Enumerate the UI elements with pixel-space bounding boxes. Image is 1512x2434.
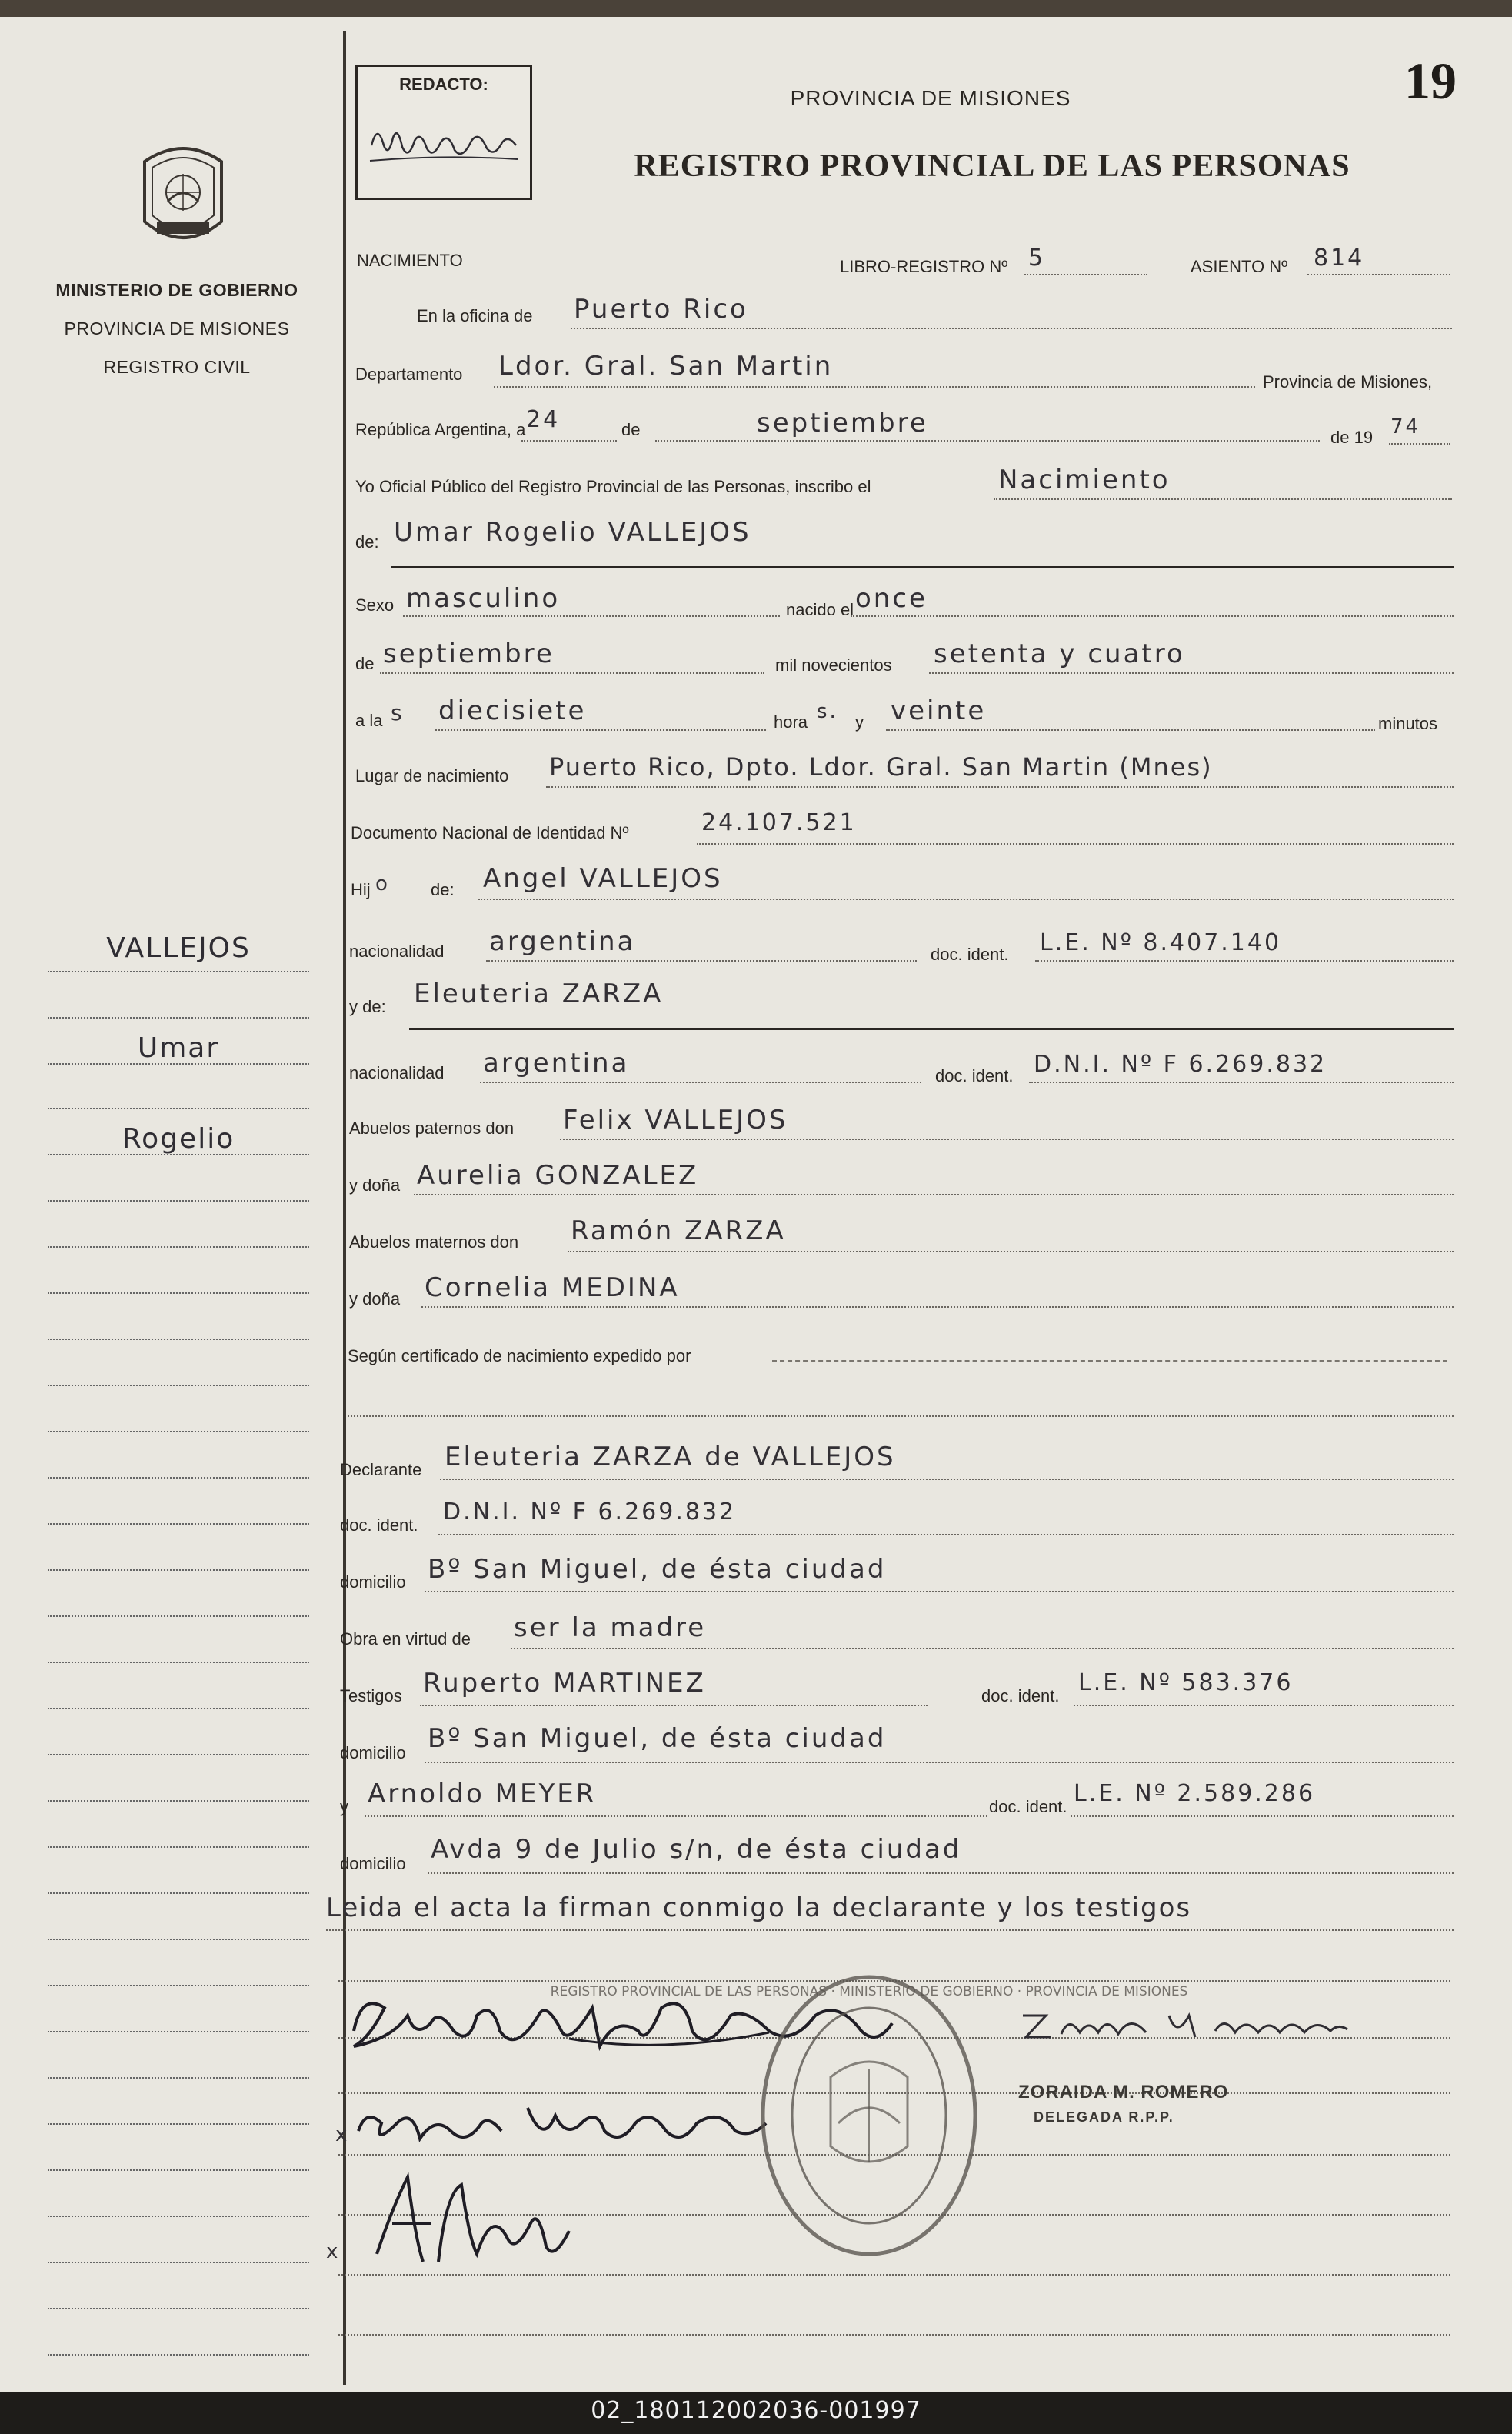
row-oficina bbox=[348, 294, 1455, 334]
mil-label: mil novecientos bbox=[775, 655, 892, 675]
row-testigo2 bbox=[340, 1779, 1455, 1817]
redacto-signature bbox=[367, 115, 521, 176]
hora-value: diecisiete bbox=[438, 695, 587, 726]
sidebar-registry: REGISTRO CIVIL bbox=[103, 357, 251, 377]
declarante-doc-value: D.N.I. Nº F 6.269.832 bbox=[443, 1499, 737, 1525]
row-testigo1-dom bbox=[340, 1723, 1455, 1763]
ministry-name: MINISTERIO DE GOBIERNO bbox=[55, 280, 298, 300]
nacido-value: once bbox=[855, 583, 928, 614]
row-madre-nac bbox=[348, 1048, 1455, 1086]
redacto-box bbox=[355, 65, 532, 200]
row-dni bbox=[348, 809, 1455, 848]
row-padre-nac bbox=[348, 926, 1455, 965]
asiento-value: 814 bbox=[1314, 245, 1365, 272]
lugar-label: Lugar de nacimiento bbox=[355, 766, 509, 785]
testigo2-value: Arnoldo MEYER bbox=[368, 1779, 597, 1809]
row-hora bbox=[348, 695, 1455, 734]
minutos-label: minutos bbox=[1378, 714, 1438, 733]
row-abuela-pat bbox=[348, 1160, 1455, 1199]
oficial-label: Yo Oficial Público del Registro Provincial de las Personas, inscribo el bbox=[355, 477, 871, 496]
row-declarante-dom bbox=[340, 1554, 1455, 1592]
declarante-dom-value: Bº San Miguel, de ésta ciudad bbox=[428, 1554, 887, 1585]
libro-label: LIBRO-REGISTRO Nº bbox=[840, 257, 1008, 276]
docident-label-3: doc. ident. bbox=[981, 1686, 1060, 1705]
abuelo-mat-value: Ramón ZARZA bbox=[571, 1215, 786, 1246]
x-mark-2: x bbox=[326, 2240, 341, 2263]
margin-given-name-2: Rogelio bbox=[122, 1123, 235, 1155]
row-abuelo-pat bbox=[348, 1105, 1455, 1143]
row-anio-nac bbox=[348, 639, 1455, 677]
y-label: y bbox=[855, 712, 864, 732]
dia-value: 24 bbox=[526, 406, 561, 433]
de-label: de bbox=[621, 420, 641, 439]
nacido-label: nacido el bbox=[786, 600, 854, 619]
row-testigo2-dom bbox=[340, 1834, 1455, 1874]
image-caption: 02_180112002036-001997 bbox=[591, 2397, 921, 2424]
testigos-label: Testigos bbox=[340, 1686, 402, 1705]
row-declarante bbox=[340, 1442, 1455, 1480]
row-hijo bbox=[348, 863, 1455, 903]
y2-label: y bbox=[340, 1797, 348, 1816]
provincial-seal-icon bbox=[134, 138, 232, 254]
row-abuelo-mat bbox=[348, 1215, 1455, 1255]
mes-value: septiembre bbox=[757, 408, 928, 438]
abuela-pat-value: Aurelia GONZALEZ bbox=[417, 1160, 699, 1191]
oficina-label: En la oficina de bbox=[417, 306, 533, 325]
libro-value: 5 bbox=[1028, 245, 1046, 272]
anio-nac-value: setenta y cuatro bbox=[934, 639, 1185, 669]
padre-nac-value: argentina bbox=[489, 926, 636, 957]
oficial-name: ZORAIDA M. ROMERO bbox=[1018, 2082, 1229, 2102]
nacionalidad-label-2: nacionalidad bbox=[349, 1063, 445, 1082]
row-libro bbox=[348, 245, 1455, 278]
abuelos-pat-label: Abuelos paternos don bbox=[349, 1119, 515, 1138]
docident-label-2: doc. ident. bbox=[935, 1066, 1014, 1085]
nacionalidad-label: nacionalidad bbox=[349, 942, 445, 961]
departamento-value: Ldor. Gral. San Martin bbox=[498, 351, 834, 382]
docident2-label: doc. ident. bbox=[340, 1515, 418, 1535]
docident-label: doc. ident. bbox=[931, 945, 1009, 964]
republica-label: República Argentina, a bbox=[355, 420, 526, 439]
testigo2-dom-value: Avda 9 de Julio s/n, de ésta ciudad bbox=[431, 1834, 962, 1865]
ydona-label-2: y doña bbox=[349, 1289, 401, 1309]
row-nombre bbox=[348, 517, 1455, 555]
de2-label: de: bbox=[355, 532, 379, 552]
row-lugar bbox=[348, 752, 1455, 791]
row-testigo1 bbox=[340, 1668, 1455, 1706]
abuelos-mat-label: Abuelos maternos don bbox=[349, 1232, 519, 1252]
padre-value: Angel VALLEJOS bbox=[483, 863, 723, 894]
hijo-suffix: o bbox=[375, 872, 390, 895]
x-mark-1: x bbox=[335, 2123, 350, 2146]
hijo-label: Hij bbox=[351, 880, 371, 899]
anio-value: 74 bbox=[1390, 415, 1421, 438]
testigo2-signature bbox=[361, 2162, 592, 2277]
declarante-value: Eleuteria ZARZA de VALLEJOS bbox=[445, 1442, 896, 1472]
testigo1-dom-value: Bº San Miguel, de ésta ciudad bbox=[428, 1723, 887, 1754]
docident-label-4: doc. ident. bbox=[989, 1797, 1067, 1816]
oficial-signature bbox=[1015, 2000, 1354, 2046]
madre-doc-value: D.N.I. Nº F 6.269.832 bbox=[1034, 1051, 1327, 1078]
mes-nac-value: septiembre bbox=[383, 639, 555, 669]
acto-value: Nacimiento bbox=[998, 465, 1171, 495]
departamento-label: Departamento bbox=[355, 365, 463, 384]
row-departamento bbox=[348, 351, 1455, 392]
domicilio-label: domicilio bbox=[340, 1572, 406, 1592]
domicilio-label-2: domicilio bbox=[340, 1743, 406, 1762]
margin-surname: VALLEJOS bbox=[106, 932, 251, 964]
row-oficial bbox=[348, 465, 1455, 503]
testigo2-doc-value: L.E. Nº 2.589.286 bbox=[1074, 1780, 1316, 1807]
de3-label: de bbox=[355, 654, 375, 673]
registry-title: REGISTRO PROVINCIAL DE LAS PERSONAS bbox=[634, 148, 1350, 184]
province-title: PROVINCIA DE MISIONES bbox=[790, 86, 1071, 110]
row-certificado bbox=[348, 1339, 1455, 1372]
sexo-label: Sexo bbox=[355, 595, 395, 615]
oficina-value: Puerto Rico bbox=[574, 294, 748, 325]
row-fecha bbox=[348, 406, 1455, 447]
row-leida bbox=[326, 1892, 1455, 1931]
declarante-label: Declarante bbox=[340, 1460, 422, 1479]
sexo-value: masculino bbox=[406, 583, 561, 614]
yde-label: y de: bbox=[349, 997, 386, 1016]
hora-suffix: s. bbox=[817, 700, 838, 723]
margin-given-name-1: Umar bbox=[137, 1032, 220, 1064]
row-madre bbox=[348, 979, 1455, 1019]
row-obra bbox=[340, 1612, 1455, 1651]
row-abuela-mat bbox=[348, 1272, 1455, 1311]
hora-label: hora bbox=[774, 712, 808, 732]
domicilio-label-3: domicilio bbox=[340, 1854, 406, 1873]
alas-suffix: s bbox=[391, 700, 405, 725]
stamp-text: REGISTRO PROVINCIAL DE LAS PERSONAS · MINISTERIO DE GOBIERNO · PROVINCIA DE MISIONES bbox=[550, 1984, 1188, 1999]
page-number: 19 bbox=[1404, 52, 1457, 110]
minutos-value: veinte bbox=[891, 695, 987, 726]
alas-label: a la bbox=[355, 711, 383, 730]
row-sexo bbox=[348, 583, 1455, 622]
leida-value: Leida el acta la firman conmigo la declarante y los testigos bbox=[326, 1892, 1192, 1923]
certificado-label: Según certificado de nacimiento expedido por bbox=[348, 1346, 691, 1365]
nacimiento-label: NACIMIENTO bbox=[357, 251, 463, 270]
dni-label: Documento Nacional de Identidad Nº bbox=[351, 823, 629, 842]
obra-label: Obra en virtud de bbox=[340, 1629, 471, 1649]
ydona-label: y doña bbox=[349, 1175, 401, 1195]
provincia-label: Provincia de Misiones, bbox=[1263, 372, 1433, 392]
abuela-mat-value: Cornelia MEDINA bbox=[425, 1272, 680, 1303]
lugar-value: Puerto Rico, Dpto. Ldor. Gral. San Martin (Mnes) bbox=[549, 752, 1213, 782]
sidebar-province: PROVINCIA DE MISIONES bbox=[64, 318, 290, 338]
nombre-value: Umar Rogelio VALLEJOS bbox=[394, 517, 751, 548]
testigo1-doc-value: L.E. Nº 583.376 bbox=[1078, 1669, 1294, 1696]
hijo-de-label: de: bbox=[431, 880, 455, 899]
anio-label: de 19 bbox=[1330, 428, 1374, 447]
row-declarante-doc bbox=[340, 1499, 1455, 1537]
madre-nac-value: argentina bbox=[483, 1048, 630, 1079]
abuelo-pat-value: Felix VALLEJOS bbox=[563, 1105, 788, 1135]
dni-value: 24.107.521 bbox=[701, 809, 857, 836]
padre-doc-value: L.E. Nº 8.407.140 bbox=[1040, 929, 1282, 956]
obra-value: ser la madre bbox=[514, 1612, 707, 1643]
asiento-label: ASIENTO Nº bbox=[1191, 257, 1288, 276]
page-top-edge bbox=[0, 0, 1512, 17]
oficial-title: DELEGADA R.P.P. bbox=[1034, 2109, 1174, 2125]
madre-value: Eleuteria ZARZA bbox=[414, 979, 664, 1009]
testigo1-signature bbox=[351, 2077, 781, 2169]
redacto-label: REDACTO: bbox=[399, 75, 488, 94]
testigo1-value: Ruperto MARTINEZ bbox=[423, 1668, 706, 1699]
